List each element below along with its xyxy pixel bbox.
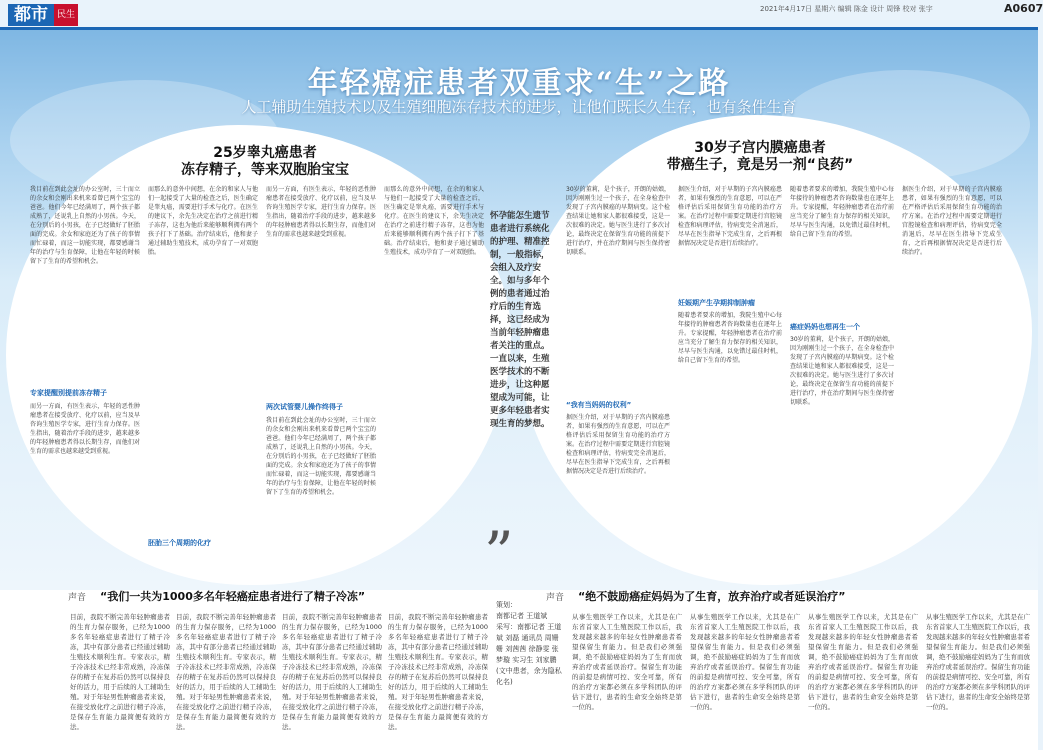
dateline: 2021年4月17日 星期六 编辑 陈金 设计 周锋 校对 张宇	[760, 5, 933, 13]
story1-column3: 而另一方面，有医生表示，年轻的恶性肿瘤患者在接受放疗、化疗以前，应当及早咨询生殖医学专家，进行生育力保存。医生指出，随着治疗手段的进步，越来越多的年轻肿瘤患者得以长期生存，而他们对生育的需求也越来越受到重视。	[266, 186, 376, 238]
page-number: A0607	[1004, 2, 1043, 15]
story2-column2b: 随着患者要求的增加，我院生殖中心每年接待的肿瘤患者咨询数量也在逐年上升。专家提醒，年轻肿瘤患者在治疗前应当充分了解生育力保存的相关知识，尽早与医生沟通，以免错过最佳时机，给自己留下生育的希望。	[678, 312, 782, 364]
story1-column1: 我目前在到此会址的办公室时，三十而立的余女和会刚出来机来看曾已两个宝宝的爸爸。他们今年已经满周了，两个孩子都成熟了，还说乳上自然的小男孩。今天，在分别后的小男孩，在子已经做好了胚胎面的完成。余女和家庭还为了孩子的事情而忙碌着，而这一切能实现，都要感谢当年的治疗与生育保障，让他在年轻的时候留下了生育的希望和机会。	[30, 186, 140, 265]
story1-subhead1: 专家提醒别提前冻存精子	[30, 389, 107, 397]
section-name: 都市	[8, 4, 54, 26]
voice1-column3: 目前，我院不断完善年轻肿瘤患者的生育力保存服务，已经为1000多名年轻癌症患者进行了精子冷冻，其中有部分患者已经通过辅助生殖技术顺利生育。专家表示，精子冷冻技术已经非常成熟，冷冻保存的精子在复苏后仍然可以保持良好的活力，用于后续的人工辅助生殖。对于年轻男性肿瘤患者来说，在接受放化疗之前进行精子冷冻，是保存生育能力最简便有效的方法。	[282, 613, 382, 731]
story1-column1b: 而另一方面，有医生表示，年轻的恶性肿瘤患者在接受放疗、化疗以前，应当及早咨询生殖医学专家，进行生育力保存。医生指出，随着治疗手段的进步，越来越多的年轻肿瘤患者得以长期生存，而他们对生育的需求也越来越受到重视。	[30, 403, 140, 455]
story2-column4: 据医生介绍，对于早期的子宫内膜癌患者，如果有强烈的生育意愿，可以在严格评估后采用保留生育功能的治疗方案。在治疗过程中需要定期进行宫腔镜检查和病理评估，待病变完全消退后，尽早在医生指导下完成生育，之后再根据情况决定是否进行后续治疗。	[902, 186, 1002, 256]
story2-title-line2: 带癌生子，竟是另一剂“良药”	[666, 157, 854, 173]
credit-line: 梦璇 实习生 刘家鹏	[496, 656, 557, 664]
story2-subhead1: 妊娠期产生孕期抑制肿瘤	[678, 299, 755, 307]
story1-column4: 而那么的意外中间想，在余的和家人与他们一起接受了大量的检查之后，医生确定是睾丸癌，需要进行手术与化疗。在医生的建议下，余先生决定在治疗之前进行精子冻存，这也为他后来能够顺利拥有两个孩子打下了基础。治疗结束后，他和妻子通过辅助生殖技术，成功孕育了一对双胞胎。	[384, 186, 484, 256]
voice2-column3: 从事生殖医学工作以来，尤其是在广东省首家人工生殖医院工作以后，我发现越来越多的年轻女性肿瘤患者希望保留生育能力。但是我们必须强调，绝不鼓励癌症妈妈为了生育而放弃治疗或者延误治疗。保留生育功能的前提是病情可控、安全可靠，所有的治疗方案都必须在多学科团队的评估下进行，患者的生命安全始终是第一位的。	[808, 613, 918, 711]
subsection-name: 民生	[54, 4, 78, 26]
story2-subhead2: “我有当妈妈的权利”	[566, 401, 632, 409]
story2-column3: 随着患者要求的增加，我院生殖中心每年接待的肿瘤患者咨询数量也在逐年上升。专家提醒，年轻肿瘤患者在治疗前应当充分了解生育力保存的相关知识，尽早与医生沟通，以免错过最佳时机，给自己留下生育的希望。	[790, 186, 894, 238]
main-headline: 年轻癌症患者双重求“生”之路	[307, 66, 731, 101]
story2-column1: 30岁的董莉，是个孩子，开朗的姑娘，因为刚刚生过一个孩子，在全身检查中发现了子宫内膜癌的早期病变。这个检查结果让她和家人都很难接受，这是一次很难的决定。她与医生进行了多次讨论，最终决定在保留生育功能的前提下进行治疗，并在治疗期间与医生保持密切联系。	[566, 186, 670, 256]
credit-line: 策划：	[496, 601, 517, 609]
voice1-title: “我们一共为1000多名年轻癌症患者进行了精子冷冻”	[100, 590, 366, 603]
credit-line: 化名)	[496, 678, 513, 686]
sub-headline: 人工辅助生殖技术以及生殖细胞冻存技术的进步，让他们既长久生存，也有条件生育	[241, 98, 797, 116]
story1-title-line2: 冻存精子，等来双胞胎宝宝	[181, 162, 349, 178]
story2-column3b: 30岁的董莉，是个孩子，开朗的姑娘，因为刚刚生过一个孩子，在全身检查中发现了子宫内膜癌的早期病变。这个检查结果让她和家人都很难接受，这是一次很难的决定。她与医生进行了多次讨论，最终决定在保留生育功能的前提下进行治疗，并在治疗期间与医生保持密切联系。	[790, 336, 894, 406]
voice1-header	[68, 588, 498, 604]
story2-subhead3: 癌症妈妈也想再生一个	[790, 323, 860, 331]
voice1-column4: 目前，我院不断完善年轻肿瘤患者的生育力保存服务，已经为1000多名年轻癌症患者进行了精子冷冻，其中有部分患者已经通过辅助生殖技术顺利生育。专家表示，精子冷冻技术已经非常成熟，冷冻保存的精子在复苏后仍然可以保持良好的活力，用于后续的人工辅助生殖。对于年轻男性肿瘤患者来说，在接受放化疗之前进行精子冷冻，是保存生育能力最简便有效的方法。	[388, 613, 488, 731]
credit-line: 姗 刘茜茜 徐静雯 张	[496, 645, 559, 653]
credit-line: 采写：南都记者 王道	[496, 623, 562, 631]
story1-column2: 而那么的意外中间想，在余的和家人与他们一起接受了大量的检查之后，医生确定是睾丸癌，需要进行手术与化疗。在医生的建议下，余先生决定在治疗之前进行精子冻存，这也为他后来能够顺利拥有两个孩子打下了基础。治疗结束后，他和妻子通过辅助生殖技术，成功孕育了一对双胞胎。	[148, 186, 258, 256]
credit-line: (文中患者，余为隐私	[496, 667, 562, 675]
story2-headline	[640, 140, 880, 174]
story1-headline	[150, 145, 380, 179]
voice1-column1: 目前，我院不断完善年轻肿瘤患者的生育力保存服务，已经为1000多名年轻癌症患者进行了精子冷冻，其中有部分患者已经通过辅助生殖技术顺利生育。专家表示，精子冷冻技术已经非常成熟，冷冻保存的精子在复苏后仍然可以保持良好的活力，用于后续的人工辅助生殖。对于年轻男性肿瘤患者来说，在接受放化疗之前进行精子冷冻，是保存生育能力最简便有效的方法。	[70, 613, 170, 731]
voice2-column2: 从事生殖医学工作以来，尤其是在广东省首家人工生殖医院工作以后，我发现越来越多的年轻女性肿瘤患者希望保留生育能力。但是我们必须强调，绝不鼓励癌症妈妈为了生育而放弃治疗或者延误治疗。保留生育功能的前提是病情可控、安全可靠，所有的治疗方案都必须在多学科团队的评估下进行，患者的生命安全始终是第一位的。	[690, 613, 800, 711]
story1-column3b: 我目前在到此会址的办公室时，三十而立的余女和会刚出来机来看曾已两个宝宝的爸爸。他们今年已经满周了，两个孩子都成熟了，还说乳上自然的小男孩。今天，在分别后的小男孩，在子已经做好了胚胎面的完成。余女和家庭还为了孩子的事情而忙碌着，而这一切能实现，都要感谢当年的治疗与生育保障，让他在年轻的时候留下了生育的希望和机会。	[266, 417, 376, 496]
voice2-column1: 从事生殖医学工作以来，尤其是在广东省首家人工生殖医院工作以后，我发现越来越多的年轻女性肿瘤患者希望保留生育能力。但是我们必须强调，绝不鼓励癌症妈妈为了生育而放弃治疗或者延误治疗。保留生育功能的前提是病情可控、安全可靠，所有的治疗方案都必须在多学科团队的评估下进行，患者的生命安全始终是第一位的。	[572, 613, 682, 711]
voice2-column4: 从事生殖医学工作以来，尤其是在广东省首家人工生殖医院工作以后，我发现越来越多的年轻女性肿瘤患者希望保留生育能力。但是我们必须强调，绝不鼓励癌症妈妈为了生育而放弃治疗或者延误治疗。保留生育功能的前提是病情可控、安全可靠，所有的治疗方案都必须在多学科团队的评估下进行，患者的生命安全始终是第一位的。	[926, 613, 1030, 711]
credit-line: 斌 刘磊 通讯员 周姗	[496, 634, 559, 642]
voice2-label: 声音	[546, 592, 565, 603]
pull-quote: 怀孕能怎生遗节患者进行系统化的护理、精准控制，一般指标，会组入及疗安全。如与多年个例的患者通过治疗后的生育选择，这已经成为当前年轻肿瘤患者关注的重点。一直以来，生殖医学技术的不断进步，让这种愿望成为可能，让更多年轻患者实现生育的梦想。	[490, 211, 550, 429]
section-tag	[8, 4, 78, 26]
voice1-label: 声音	[68, 592, 87, 603]
story1-subhead3: 胚胎三个周期的化疗	[148, 539, 211, 547]
voice2-title: “绝不鼓励癌症妈妈为了生育，放弃治疗或者延误治疗”	[578, 590, 846, 603]
voice2-header	[546, 588, 1026, 604]
story2-title-line1: 30岁子宫内膜癌患者	[694, 140, 826, 156]
story2-column2: 据医生介绍，对于早期的子宫内膜癌患者，如果有强烈的生育意愿，可以在严格评估后采用保留生育功能的治疗方案。在治疗过程中需要定期进行宫腔镜检查和病理评估，待病变完全消退后，尽早在医生指导下完成生育，之后再根据情况决定是否进行后续治疗。	[678, 186, 782, 247]
quote-mark-icon: ”	[484, 519, 514, 587]
story1-subhead2: 两次试管婴儿操作终得子	[266, 403, 343, 411]
credits-box	[496, 600, 566, 688]
voice1-column2: 目前，我院不断完善年轻肿瘤患者的生育力保存服务，已经为1000多名年轻癌症患者进行了精子冷冻，其中有部分患者已经通过辅助生殖技术顺利生育。专家表示，精子冷冻技术已经非常成熟，冷冻保存的精子在复苏后仍然可以保持良好的活力，用于后续的人工辅助生殖。对于年轻男性肿瘤患者来说，在接受放化疗之前进行精子冷冻，是保存生育能力最简便有效的方法。	[176, 613, 276, 731]
story2-column1b: 据医生介绍，对于早期的子宫内膜癌患者，如果有强烈的生育意愿，可以在严格评估后采用保留生育功能的治疗方案。在治疗过程中需要定期进行宫腔镜检查和病理评估，待病变完全消退后，尽早在医生指导下完成生育，之后再根据情况决定是否进行后续治疗。	[566, 414, 670, 475]
credit-line: 南都记者 王道斌	[496, 612, 548, 620]
story1-title-line1: 25岁睾丸癌患者	[213, 145, 317, 161]
